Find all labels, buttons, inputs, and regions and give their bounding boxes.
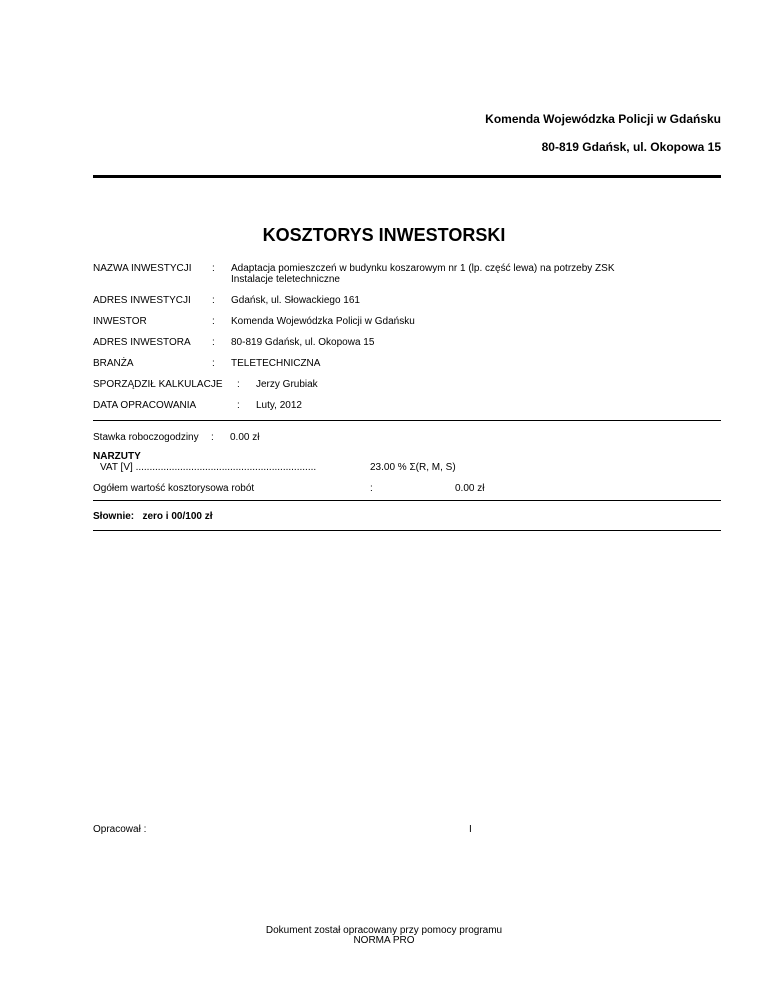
field-value-investor-address: 80-819 Gdańsk, ul. Okopowa 15 xyxy=(231,337,375,348)
header-org: Komenda Wojewódzka Policji w Gdańsku xyxy=(485,112,721,126)
field-sep: : xyxy=(212,263,215,274)
field-value-branch: TELETECHNICZNA xyxy=(231,358,321,369)
header-divider xyxy=(93,175,721,178)
field-value-investment-address: Gdańsk, ul. Słowackiego 161 xyxy=(231,295,360,306)
footer-note-line2: NORMA PRO xyxy=(353,935,415,946)
field-label-investor-address: ADRES INWESTORA xyxy=(93,337,191,348)
field-label-date: DATA OPRACOWANIA xyxy=(93,400,197,411)
words-value: zero i 00/100 zł xyxy=(142,511,213,522)
field-sep: : xyxy=(212,295,215,306)
field-label-branch: BRANŻA xyxy=(93,358,134,369)
field-value-investor: Komenda Wojewódzka Policji w Gdańsku xyxy=(231,316,415,327)
field-sep: : xyxy=(212,358,215,369)
footer-note-line1: Dokument został opracowany przy pomocy programu xyxy=(265,925,503,936)
field-sep: : xyxy=(212,337,215,348)
total-value: 0.00 zł xyxy=(455,483,485,494)
divider xyxy=(93,530,721,531)
rate-label: Stawka roboczogodziny xyxy=(93,432,199,443)
prepared-label: Opracował : xyxy=(93,824,147,835)
field-label-investment-name: NAZWA INWESTYCJI xyxy=(93,263,192,274)
header-address: 80-819 Gdańsk, ul. Okopowa 15 xyxy=(541,140,721,154)
total-label: Ogółem wartość kosztorysowa robót xyxy=(93,483,255,494)
vat-value: 23.00 % Σ(R, M, S) xyxy=(370,462,456,473)
total-sep: : xyxy=(370,483,373,494)
rate-value: 0.00 zł xyxy=(230,432,260,443)
field-label-investor: INWESTOR xyxy=(93,316,147,327)
field-value-investment-name-2: Instalacje teletechniczne xyxy=(231,274,340,285)
field-value-investment-name: Adaptacja pomieszczeń w budynku koszarowym nr 1 (lp. część lewa) na potrzeby ZSK xyxy=(231,263,615,274)
field-sep: : xyxy=(212,316,215,327)
field-sep: : xyxy=(237,379,240,390)
divider xyxy=(93,500,721,501)
field-label-prepared-by: SPORZĄDZIŁ KALKULACJE xyxy=(93,379,223,390)
field-sep: : xyxy=(237,400,240,411)
document-title: KOSZTORYS INWESTORSKI xyxy=(262,225,506,245)
field-value-date: Luty, 2012 xyxy=(256,400,302,411)
narzuty-heading: NARZUTY xyxy=(93,451,141,462)
words-label: Słownie: xyxy=(93,511,135,522)
field-value-prepared-by: Jerzy Grubiak xyxy=(256,379,318,390)
divider xyxy=(93,420,721,421)
field-label-investment-address: ADRES INWESTYCJI xyxy=(93,295,191,306)
words-line xyxy=(93,511,213,523)
rate-sep: : xyxy=(211,432,214,443)
prepared-mark: I xyxy=(469,824,472,835)
vat-label: VAT [V] ................................................................. xyxy=(100,462,317,473)
